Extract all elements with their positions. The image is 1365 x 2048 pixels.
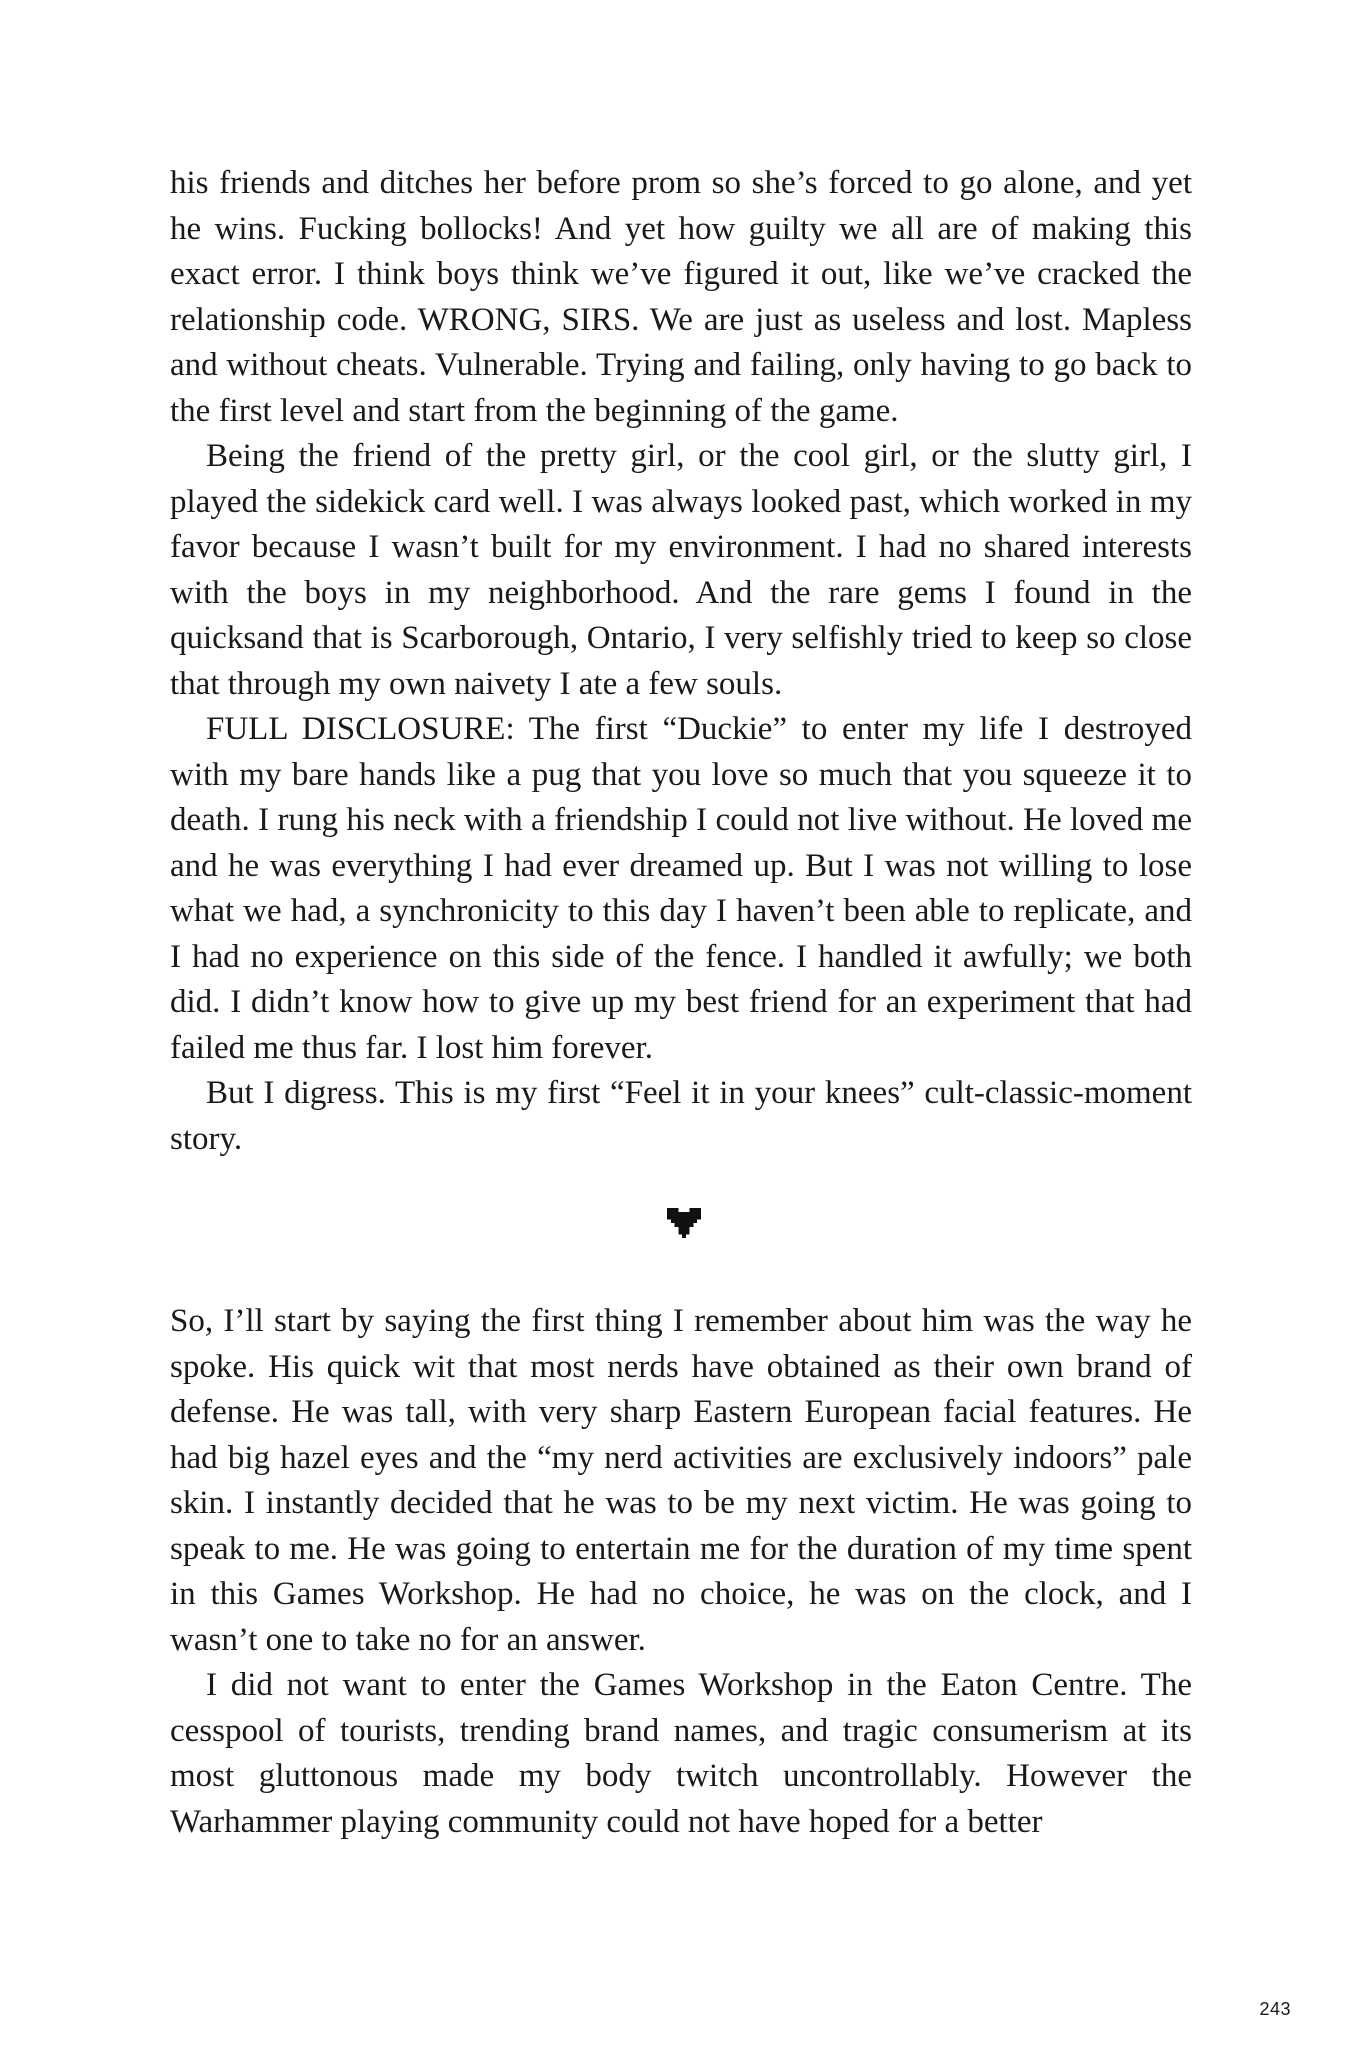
page-number: 243 xyxy=(1259,1999,1291,2019)
text-block-before-break xyxy=(170,161,1192,1162)
paragraph: Being the friend of the pretty girl, or the cool girl, or the slutty girl, I played the sidekick card well. I was always looked past, which worked in my favor because I wasn’t built for my environment. I had no shared interests with the boys in my neighborhood. And the rare gems I found in the quicksand that is Scarborough, Ontario, I very selfishly tried to keep so close that through my own naivety I ate a few souls. xyxy=(170,438,1192,702)
pixel-heart-icon xyxy=(667,1208,701,1238)
paragraph: FULL DISCLOSURE: The first “Duckie” to enter my life I destroyed with my bare hands like a pug that you love so much that you squeeze it to death. I rung his neck with a friendship I could not live without. He loved me and he was everything I had ever dreamed up. But I was not willing to lose what we had, a synchronicity to this day I haven’t been able to replicate, and I had no experience on this side of the fence. I handled it awfully; we both did. I didn’t know how to give up my best friend for an experiment that had failed me thus far. I lost him forever. xyxy=(170,711,1192,1066)
paragraph: his friends and ditches her before prom so she’s forced to go alone, and yet he wins. Fucking bollocks! And yet how guilty we all are of making this exact error. I think boys think we’ve figured it out, like we’ve cracked the relationship code. WRONG, SIRS. We are just as useless and lost. Mapless and without cheats. Vulnerable. Trying and failing, only having to go back to the first level and start from the beginning of the game. xyxy=(170,165,1192,429)
paragraph: I did not want to enter the Games Workshop in the Eaton Centre. The cesspool of tourists, trending brand names, and tragic consumerism at its most gluttonous made my body twitch uncontrollably. However the Warhammer playing community could not have hoped for a better xyxy=(170,1667,1192,1840)
paragraph: So, I’ll start by saying the first thing I remember about him was the way he spoke. His quick wit that most nerds have obtained as their own brand of defense. He was tall, with very sharp Eastern European facial features. He had big hazel eyes and the “my nerd activities are exclusively indoors” pale skin. I instantly decided that he was to be my next victim. He was going to speak to me. He was going to entertain me for the duration of my time spent in this Games Workshop. He had no choice, he was on the clock, and I wasn’t one to take no for an answer. xyxy=(170,1303,1192,1658)
text-block-after-break xyxy=(170,1299,1192,1845)
paragraph: But I digress. This is my first “Feel it in your knees” cult-classic-moment story. xyxy=(170,1075,1192,1157)
